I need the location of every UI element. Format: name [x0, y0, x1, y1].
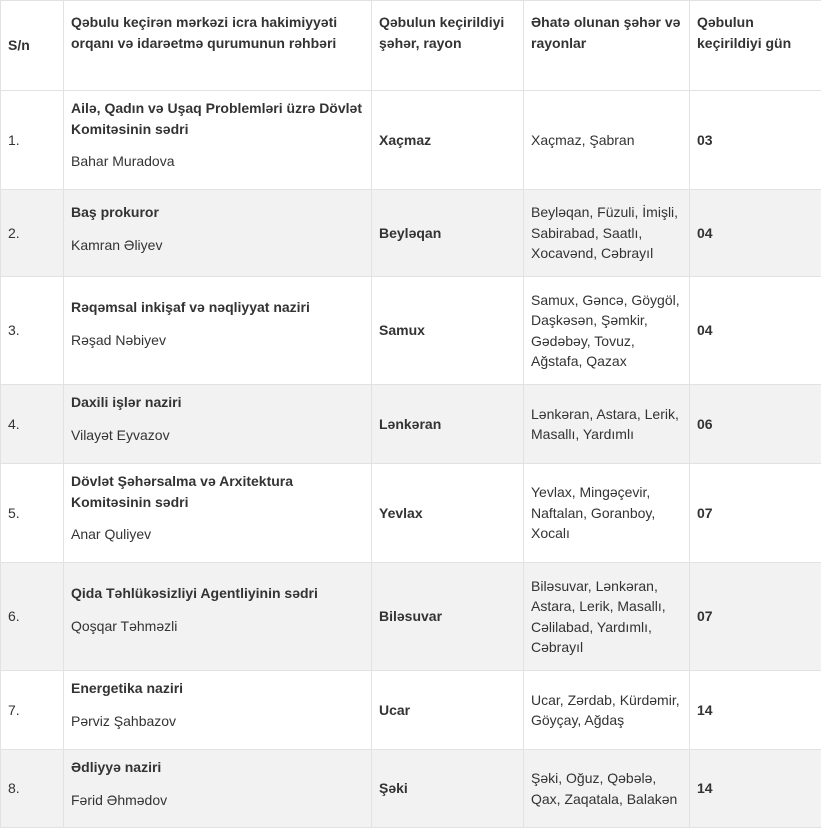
official-title: Ailə, Qadın və Uşaq Problemləri üzrə Dövlət Komitəsinin sədri — [71, 100, 362, 137]
row-number: 6. — [1, 563, 64, 671]
row-number: 1. — [1, 91, 64, 190]
official-title: Daxili işlər naziri — [71, 394, 182, 410]
official-cell — [64, 91, 372, 190]
table-row — [1, 385, 821, 464]
official-title: Dövlət Şəhərsalma və Arxitektura Komitəsinin sədri — [71, 473, 294, 510]
official-name: Fərid Əhmədov — [71, 791, 168, 808]
city-cell: Xaçmaz — [372, 91, 524, 190]
day-cell: 14 — [690, 671, 821, 750]
row-number: 8. — [1, 750, 64, 828]
day-cell: 04 — [690, 277, 821, 385]
official-title: Baş prokuror — [71, 204, 159, 220]
official-cell — [64, 563, 372, 671]
row-number: 4. — [1, 385, 64, 464]
areas-cell: Biləsuvar, Lənkəran, Astara, Lerik, Masallı, Cəlilabad, Yardımlı, Cəbrayıl — [524, 563, 690, 671]
areas-cell: Xaçmaz, Şabran — [524, 91, 690, 190]
day-cell: 06 — [690, 385, 821, 464]
areas-cell: Ucar, Zərdab, Kürdəmir, Göyçay, Ağdaş — [524, 671, 690, 750]
official-name: Vilayət Eyvazov — [71, 426, 170, 443]
official-name: Kamran Əliyev — [71, 236, 163, 253]
areas-cell: Beyləqan, Füzuli, İmişli, Sabirabad, Saatlı, Xocavənd, Cəbrayıl — [524, 190, 690, 277]
day-cell: 04 — [690, 190, 821, 277]
city-cell: Şəki — [372, 750, 524, 828]
table-row — [1, 563, 821, 671]
areas-cell: Lənkəran, Astara, Lerik, Masallı, Yardımlı — [524, 385, 690, 464]
official-title: Qida Təhlükəsizliyi Agentliyinin sədri — [71, 585, 318, 601]
areas-cell: Şəki, Oğuz, Qəbələ, Qax, Zaqatala, Balakən — [524, 750, 690, 828]
day-cell: 07 — [690, 563, 821, 671]
official-title: Ədliyyə naziri — [71, 759, 162, 775]
table-row — [1, 464, 821, 563]
city-cell: Lənkəran — [372, 385, 524, 464]
official-title: Rəqəmsal inkişaf və nəqliyyat naziri — [71, 299, 310, 315]
city-cell: Ucar — [372, 671, 524, 750]
header-day: Qəbulun keçirildiyi gün — [690, 1, 821, 91]
city-cell: Samux — [372, 277, 524, 385]
row-number: 5. — [1, 464, 64, 563]
header-areas: Əhatə olunan şəhər və rayonlar — [524, 1, 690, 91]
official-cell — [64, 277, 372, 385]
areas-cell: Samux, Gəncə, Göygöl, Daşkəsən, Şəmkir, Gədəbəy, Tovuz, Ağstafa, Qazax — [524, 277, 690, 385]
city-cell: Beyləqan — [372, 190, 524, 277]
row-number: 3. — [1, 277, 64, 385]
table-row — [1, 190, 821, 277]
day-cell: 03 — [690, 91, 821, 190]
official-cell — [64, 190, 372, 277]
official-cell — [64, 750, 372, 828]
table-row — [1, 277, 821, 385]
header-number: S/n — [1, 1, 64, 91]
row-number: 2. — [1, 190, 64, 277]
city-cell: Biləsuvar — [372, 563, 524, 671]
table-header-row — [1, 1, 821, 91]
city-cell: Yevlax — [372, 464, 524, 563]
table-row — [1, 671, 821, 750]
official-cell — [64, 671, 372, 750]
day-cell: 07 — [690, 464, 821, 563]
header-official: Qəbulu keçirən mərkəzi icra hakimiyyəti orqanı və idarəetmə qurumunun rəhbəri — [64, 1, 372, 91]
row-number: 7. — [1, 671, 64, 750]
official-name: Qoşqar Təhməzli — [71, 617, 178, 634]
official-name: Pərviz Şahbazov — [71, 712, 177, 729]
table-row — [1, 750, 821, 828]
official-name: Rəşad Nəbiyev — [71, 331, 166, 348]
table-row — [1, 91, 821, 190]
official-name: Anar Quliyev — [71, 526, 152, 542]
official-title: Energetika naziri — [71, 680, 184, 696]
day-cell: 14 — [690, 750, 821, 828]
official-name: Bahar Muradova — [71, 153, 175, 169]
official-cell — [64, 464, 372, 563]
areas-cell: Yevlax, Mingəçevir, Naftalan, Goranboy, Xocalı — [524, 464, 690, 563]
official-cell — [64, 385, 372, 464]
header-city: Qəbulun keçirildiyi şəhər, rayon — [372, 1, 524, 91]
